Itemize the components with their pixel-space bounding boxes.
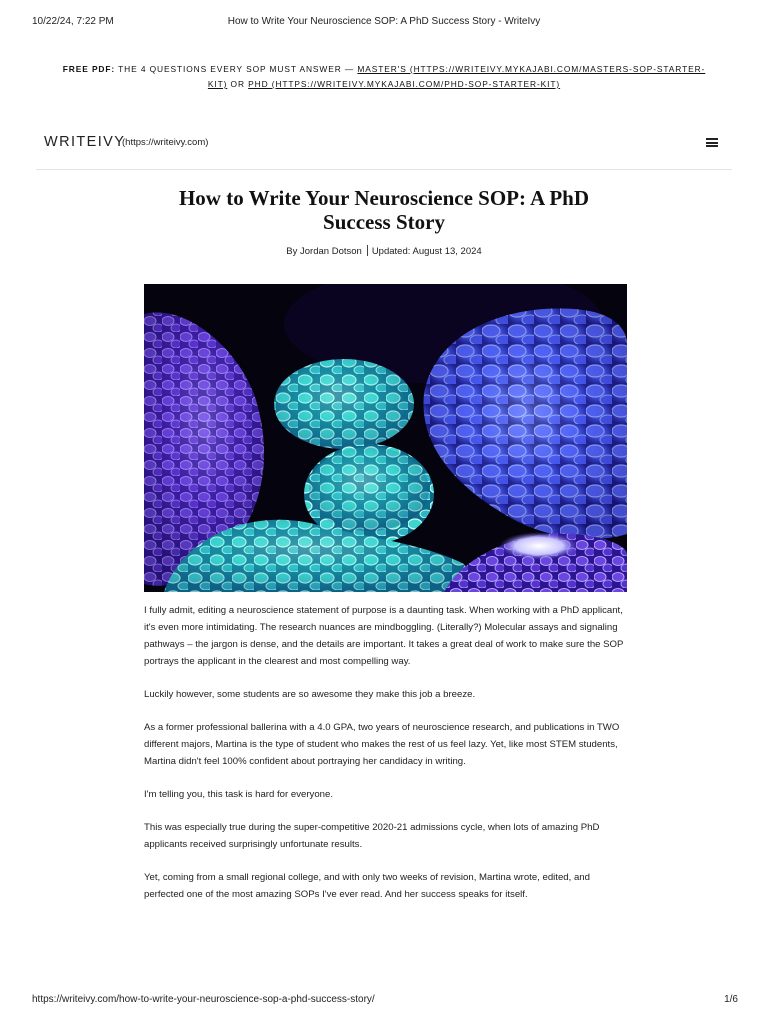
article-paragraph: Yet, coming from a small regional college, and with only two weeks of revision, Martina wrote, edited, and perfected one of the most amazing SOPs I've ever read. And her success speaks for itself.	[144, 872, 590, 900]
article-updated-date: Updated: August 13, 2024	[371, 246, 482, 257]
article-body	[144, 602, 624, 919]
site-logo[interactable]: WRITEIVY	[44, 134, 126, 150]
phd-kit-link[interactable]: PHD (HTTPS://WRITEIVY.MYKAJABI.COM/PHD-SOP-STARTER-KIT)	[248, 79, 561, 89]
article-byline	[0, 245, 768, 257]
article-title: How to Write Your Neuroscience SOP: A PhD Success Story	[178, 186, 590, 234]
article-paragraph: I'm telling you, this task is hard for everyone.	[144, 789, 333, 800]
site-header	[36, 134, 732, 170]
print-page-url: https://writeivy.com/how-to-write-your-neuroscience-sop-a-phd-success-story/	[32, 994, 375, 1005]
article-paragraph: Luckily however, some students are so awesome they make this job a breeze.	[144, 689, 476, 700]
promo-text: THE 4 QUESTIONS EVERY SOP MUST ANSWER —	[115, 64, 358, 74]
print-header	[0, 16, 768, 30]
byline-divider	[367, 245, 368, 256]
article-paragraph: As a former professional ballerina with a 4.0 GPA, two years of neuroscience research, and publications in TWO different majors, Martina is the type of student who makes the rest of us feel lazy. Yet, like most STEM students, Martina didn't feel 100% confident about portraying her candidacy in writing.	[144, 722, 620, 767]
coral-illustration	[144, 284, 627, 592]
promo-banner	[60, 62, 708, 92]
site-logo-url[interactable]: (https://writeivy.com)	[122, 137, 209, 148]
masters-kit-link[interactable]: MASTER'S (HTTPS://WRITEIVY.MYKAJABI.COM/MASTERS-SOP-STARTER-KIT)	[207, 64, 706, 89]
article-author: By Jordan Dotson	[286, 246, 362, 257]
print-datetime: 10/22/24, 7:22 PM	[32, 16, 114, 27]
hero-image-coral	[144, 284, 627, 592]
promo-label: FREE PDF:	[62, 64, 116, 74]
print-page-title: How to Write Your Neuroscience SOP: A PhD Success Story - WriteIvy	[227, 16, 541, 27]
promo-or: OR	[227, 79, 249, 89]
article-paragraph: This was especially true during the super-competitive 2020-21 admissions cycle, when lots of amazing PhD applicants received surprisingly unfortunate results.	[144, 822, 600, 850]
article-paragraph: I fully admit, editing a neuroscience statement of purpose is a daunting task. When working with a PhD applicant, it's even more intimidating. The research nuances are mindboggling. (Literally?) Molecular assays and signaling pathways – the jargon is dense, and the details are important. It takes a great deal of work to make sure the SOP portrays the applicant in the clearest and most compelling way.	[144, 605, 624, 667]
print-page-number: 1/6	[724, 994, 738, 1005]
hamburger-menu-icon[interactable]	[706, 138, 718, 147]
print-footer	[0, 994, 768, 1008]
